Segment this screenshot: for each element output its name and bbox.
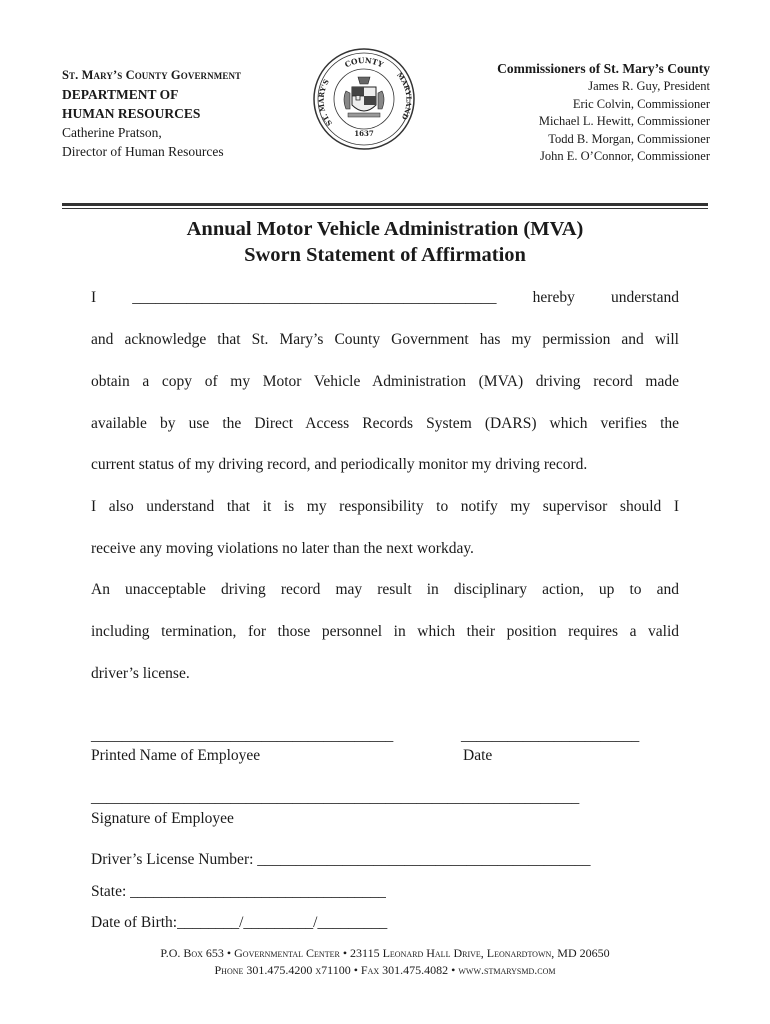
header-divider-thick (62, 203, 708, 206)
header-divider-thin (62, 208, 708, 209)
printed-name-field[interactable]: _______________________________________ (91, 727, 394, 744)
commissioner-item: Michael L. Hewitt, Commissioner (538, 114, 710, 129)
footer-line-2: Phone 301.475.4200 x71100 • Fax 301.475.4082 • www.stmarysmd.com (214, 963, 556, 977)
department-header (62, 66, 241, 161)
document-title (0, 216, 770, 268)
printed-name-label: Printed Name of Employee (91, 747, 261, 764)
body-line-7: receive any moving violations no later than the next workday. (91, 540, 474, 557)
body-line-8: An unacceptable driving record may result in disciplinary action, up to and (91, 581, 679, 598)
footer-address (0, 945, 770, 979)
state-field[interactable]: State: _________________________________ (91, 883, 386, 900)
body-line-3: obtain a copy of my Motor Vehicle Administration (MVA) driving record made (91, 373, 679, 390)
department-line-1: DEPARTMENT OF (62, 87, 179, 102)
date-of-birth-field[interactable]: Date of Birth:________/_________/_________ (91, 914, 388, 931)
body-line-10: driver’s license. (91, 665, 190, 682)
director-title: Director of Human Resources (62, 144, 224, 159)
commissioner-item: James R. Guy, President (588, 79, 710, 93)
body-line-1: I _______________________________________________ hereby understand (91, 289, 679, 306)
drivers-license-field[interactable]: Driver’s License Number: ___________________________________________ (91, 851, 591, 868)
county-seal-icon (312, 47, 416, 151)
date-label: Date (463, 747, 493, 764)
date-field[interactable]: _______________________ (461, 727, 640, 744)
body-line-5: current status of my driving record, and periodically monitor my driving record. (91, 456, 588, 473)
signature-label: Signature of Employee (91, 810, 234, 827)
title-line-1: Annual Motor Vehicle Administration (MVA) (186, 218, 584, 240)
seal-year: 1637 (354, 129, 374, 138)
director-name: Catherine Pratson, (62, 125, 162, 140)
body-line-6: I also understand that it is my responsibility to notify my supervisor should I (91, 498, 679, 515)
body-line-2: and acknowledge that St. Mary’s County Government has my permission and will (91, 331, 679, 348)
seal-right-text: MARYLAND (394, 70, 414, 122)
commissioner-item: John E. O’Connor, Commissioner (540, 149, 710, 164)
title-line-2: Sworn Statement of Affirmation (244, 244, 526, 266)
organization-name: St. Mary’s County Government (62, 68, 242, 82)
seal-top-text: COUNTY (343, 55, 385, 70)
commissioners-block (497, 60, 710, 166)
body-line-9: including termination, for those personnel in which their position requires a valid (91, 623, 679, 640)
body-line-4: available by use the Direct Access Records System (DARS) which verifies the (91, 415, 679, 432)
county-seal-logo (312, 47, 416, 151)
department-line-2: HUMAN RESOURCES (62, 106, 201, 121)
commissioners-title: Commissioners of St. Mary’s County (497, 61, 710, 76)
seal-left-text: ST. MARY'S (316, 77, 334, 128)
signature-field[interactable]: _______________________________________________________________ (91, 789, 580, 806)
commissioner-item: Eric Colvin, Commissioner (572, 96, 710, 111)
footer-line-1: P.O. Box 653 • Governmental Center • 23115 Leonard Hall Drive, Leonardtown, MD 20650 (160, 946, 610, 960)
commissioner-item: Todd B. Morgan, Commissioner (548, 131, 710, 146)
